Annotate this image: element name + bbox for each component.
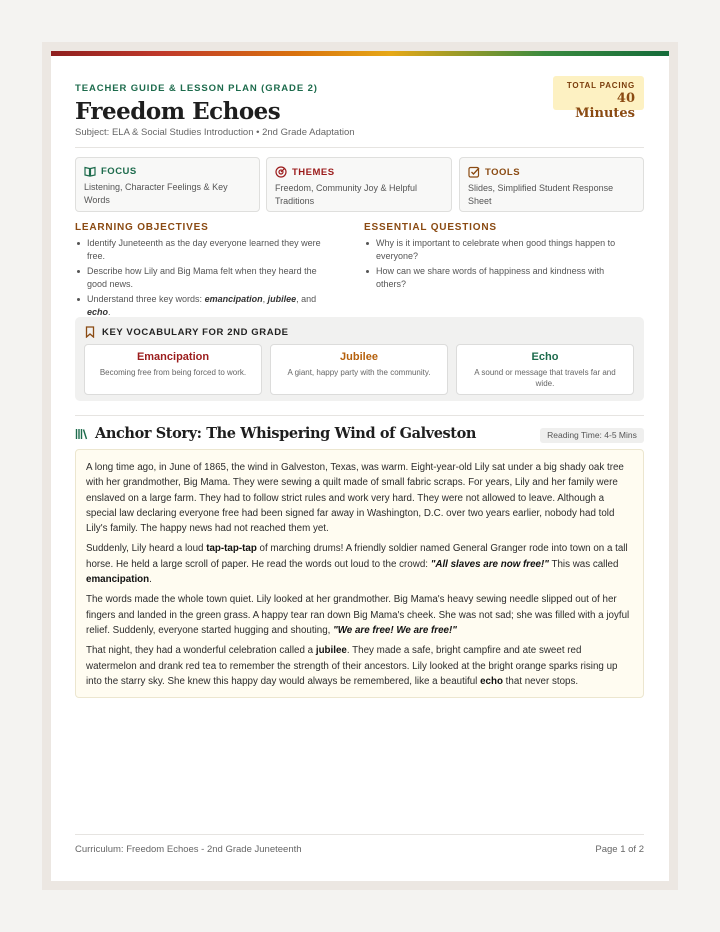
themes-text: Freedom, Community Joy & Helpful Traditions — [275, 183, 418, 206]
footer-divider — [75, 834, 644, 835]
story-box — [75, 449, 644, 698]
vocab-card-jubilee — [270, 344, 448, 395]
focus-card — [75, 157, 260, 212]
themes-label: THEMES — [292, 166, 335, 178]
footer-page-number: Page 1 of 2 — [595, 844, 644, 855]
vocabulary-heading: KEY VOCABULARY FOR 2ND GRADE — [85, 326, 289, 338]
pacing-label: TOTAL PACING — [566, 81, 635, 90]
tools-card — [459, 157, 644, 212]
questions-list — [364, 237, 634, 293]
tools-label: TOOLS — [485, 166, 521, 178]
vocab-word: Emancipation — [136, 351, 210, 363]
list-item: Why is it important to celebrate when good things happen to everyone? — [364, 237, 634, 263]
themes-card — [266, 157, 452, 212]
list-item: How can we share words of happiness and kindness with others? — [364, 265, 634, 291]
focus-label: FOCUS — [101, 166, 137, 177]
vocab-card-emancipation — [84, 344, 262, 395]
objectives-list — [75, 237, 337, 321]
vocab-definition: Becoming free from being forced to work. — [99, 368, 247, 377]
reading-time-badge: Reading Time: 4-5 Mins — [540, 428, 644, 443]
objectives-heading: LEARNING OBJECTIVES — [75, 222, 209, 233]
footer-curriculum: Curriculum: Freedom Echoes - 2nd Grade Juneteenth — [75, 844, 302, 855]
vocab-word: Jubilee — [340, 351, 378, 363]
color-accent-bar — [51, 51, 669, 56]
story-paragraph: The words made the whole town quiet. Lily looked at her grandmother. Big Mama's heavy sewing needle slipped out of her fingers and landed in the green grass. A happy tear ran down Big Mama's cheek. She was not sad; she was filled with a joyful relief. Suddenly, everyone started hugging and shouting, "We are free! We are free!" — [86, 594, 630, 636]
story-paragraph: That night, they had a wonderful celebration called a jubilee. They made a safe, bright campfire and ate sweet red watermelon and drank red tea to remember the strength of their ancestors. Lily looked at the bright orange sparks rising up into the starry sky. She knew this happy day would always be remembered, like a beautiful echo that never stops. — [86, 645, 618, 687]
questions-heading: ESSENTIAL QUESTIONS — [364, 222, 497, 233]
story-title: Anchor Story: The Whispering Wind of Galveston — [75, 425, 476, 442]
vocabulary-panel — [75, 317, 644, 401]
tools-text: Slides, Simplified Student Response Sheet — [468, 183, 614, 206]
story-paragraph: Suddenly, Lily heard a loud tap-tap-tap of marching drums! A friendly soldier named General Granger rode into town on a tall horse. He held a large scroll of paper. He read the words out loud to the crowd: "All slaves are now free!" This was called emancipation. — [86, 543, 628, 586]
book-open-icon — [84, 166, 96, 177]
checkbox-icon — [468, 166, 480, 178]
pacing-badge — [553, 76, 644, 121]
vocab-definition: A sound or message that travels far and wide. — [474, 368, 616, 388]
vocab-definition: A giant, happy party with the community. — [287, 368, 431, 377]
eyebrow-label: TEACHER GUIDE & LESSON PLAN (GRADE 2) — [75, 83, 318, 94]
pacing-value: 40 Minutes — [575, 91, 635, 121]
list-item: Identify Juneteenth as the day everyone learned they were free. — [75, 237, 337, 263]
bookmark-icon — [85, 326, 95, 338]
library-icon — [75, 428, 88, 440]
page-title: Freedom Echoes — [75, 98, 281, 125]
vocab-card-echo — [456, 344, 634, 395]
list-item: Understand three key words: emancipation, jubilee, and echo. — [75, 293, 337, 319]
list-item: Describe how Lily and Big Mama felt when they heard the good news. — [75, 265, 337, 291]
story-paragraph: A long time ago, in June of 1865, the wind in Galveston, Texas, was warm. Eight-year-old Lily sat under a big shady oak tree with her grandmother, Big Mama. They were sewing a quilt made of small fabric scraps. For years, Lily and her family were enslaved on a large farm. They had to follow strict rules and work very hard. They were not allowed to leave. Although a special law declaring everyone free had been signed far away in Washington, D.C. over two years earlier, nobody had told Lily's family. The happy news had not reached them yet. — [86, 462, 624, 535]
divider — [75, 147, 644, 148]
focus-text: Listening, Character Feelings & Key Words — [84, 182, 228, 205]
page-subtitle: Subject: ELA & Social Studies Introduction • 2nd Grade Adaptation — [75, 127, 355, 138]
vocab-word: Echo — [531, 351, 559, 363]
target-icon — [275, 166, 287, 178]
document-page — [51, 51, 669, 881]
divider — [75, 415, 644, 416]
